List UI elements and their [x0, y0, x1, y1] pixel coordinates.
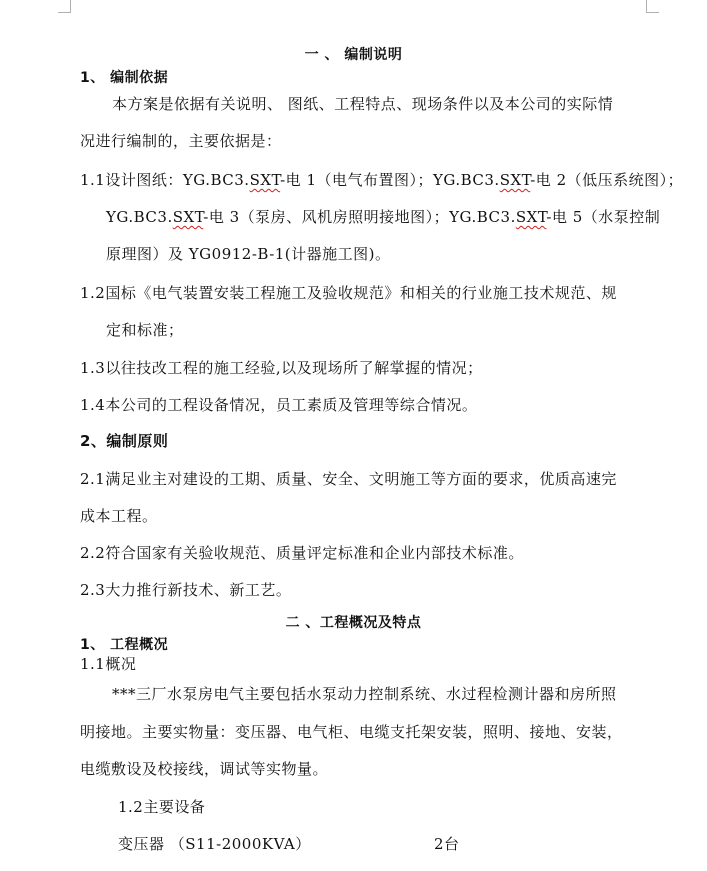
equipment-quantity: 2台 — [434, 835, 460, 853]
item-1-1-line-3: 原理图）及 YG0912-B-1(计器施工图)。 — [106, 245, 391, 263]
equipment-name: 变压器 （S11-2000KVA） — [118, 835, 311, 853]
item-main-equipment: 1.2主要设备 — [118, 798, 206, 816]
item-1-2-line-1: 1.2国标《电气装置安装工程施工及验收规范》和相关的行业施工技术规范、规 — [80, 284, 617, 302]
para-basis-line-1: 本方案是依据有关说明、 图纸、工程特点、现场条件以及本公司的实际情 — [112, 95, 614, 113]
item-1-1-line-1: 1.1设计图纸：YG.BC3.SXT-电 1（电气布置图）；YG.BC3.SXT-电 2（低压系统图）； — [80, 171, 684, 189]
margin-corner-top-right — [646, 0, 659, 13]
para-overview-line-1: ***三厂水泵房电气主要包括水泵动力控制系统、水过程检测计器和房所照 — [112, 685, 617, 703]
item-2-1-line-2: 成本工程。 — [80, 507, 158, 525]
item-1-2-line-2: 定和标准； — [106, 321, 184, 339]
spell-check-mark: SXT — [515, 208, 547, 226]
heading-basis: 1、 编制依据 — [80, 70, 169, 86]
spell-check-mark: SXT — [499, 171, 531, 189]
spell-check-mark: SXT — [172, 208, 204, 226]
item-2-3: 2.3大力推行新技术、新工艺。 — [80, 581, 292, 599]
item-1-4: 1.4本公司的工程设备情况，员工素质及管理等综合情况。 — [80, 396, 478, 414]
section-two-title: 二 、工程概况及特点 — [285, 615, 422, 631]
para-overview-line-3: 电缆敷设及校接线，调试等实物量。 — [80, 760, 329, 778]
spell-check-mark: SXT — [249, 171, 281, 189]
item-2-1-line-1: 2.1满足业主对建设的工期、质量、安全、文明施工等方面的要求，优质高速完 — [80, 470, 617, 488]
para-basis-line-2: 况进行编制的，主要依据是： — [80, 132, 282, 150]
heading-overview: 1、 工程概况 — [80, 637, 169, 653]
item-overview-1-1: 1.1概况 — [80, 655, 137, 673]
heading-principles: 2、编制原则 — [80, 432, 169, 450]
section-one-title: 一 、 编制说明 — [304, 47, 403, 63]
item-2-2: 2.2符合国家有关验收规范、质量评定标准和企业内部技术标准。 — [80, 544, 524, 562]
para-overview-line-2: 明接地。主要实物量：变压器、电气柜、电缆支托架安装，照明、接地、安装， — [80, 723, 623, 741]
margin-corner-top-left — [58, 0, 71, 13]
item-1-1-line-2: YG.BC3.SXT-电 3（泵房、风机房照明接地图）；YG.BC3.SXT-电 5（水泵控制 — [106, 208, 661, 226]
item-1-3: 1.3以往技改工程的施工经验,以及现场所了解掌握的情况； — [80, 359, 483, 377]
